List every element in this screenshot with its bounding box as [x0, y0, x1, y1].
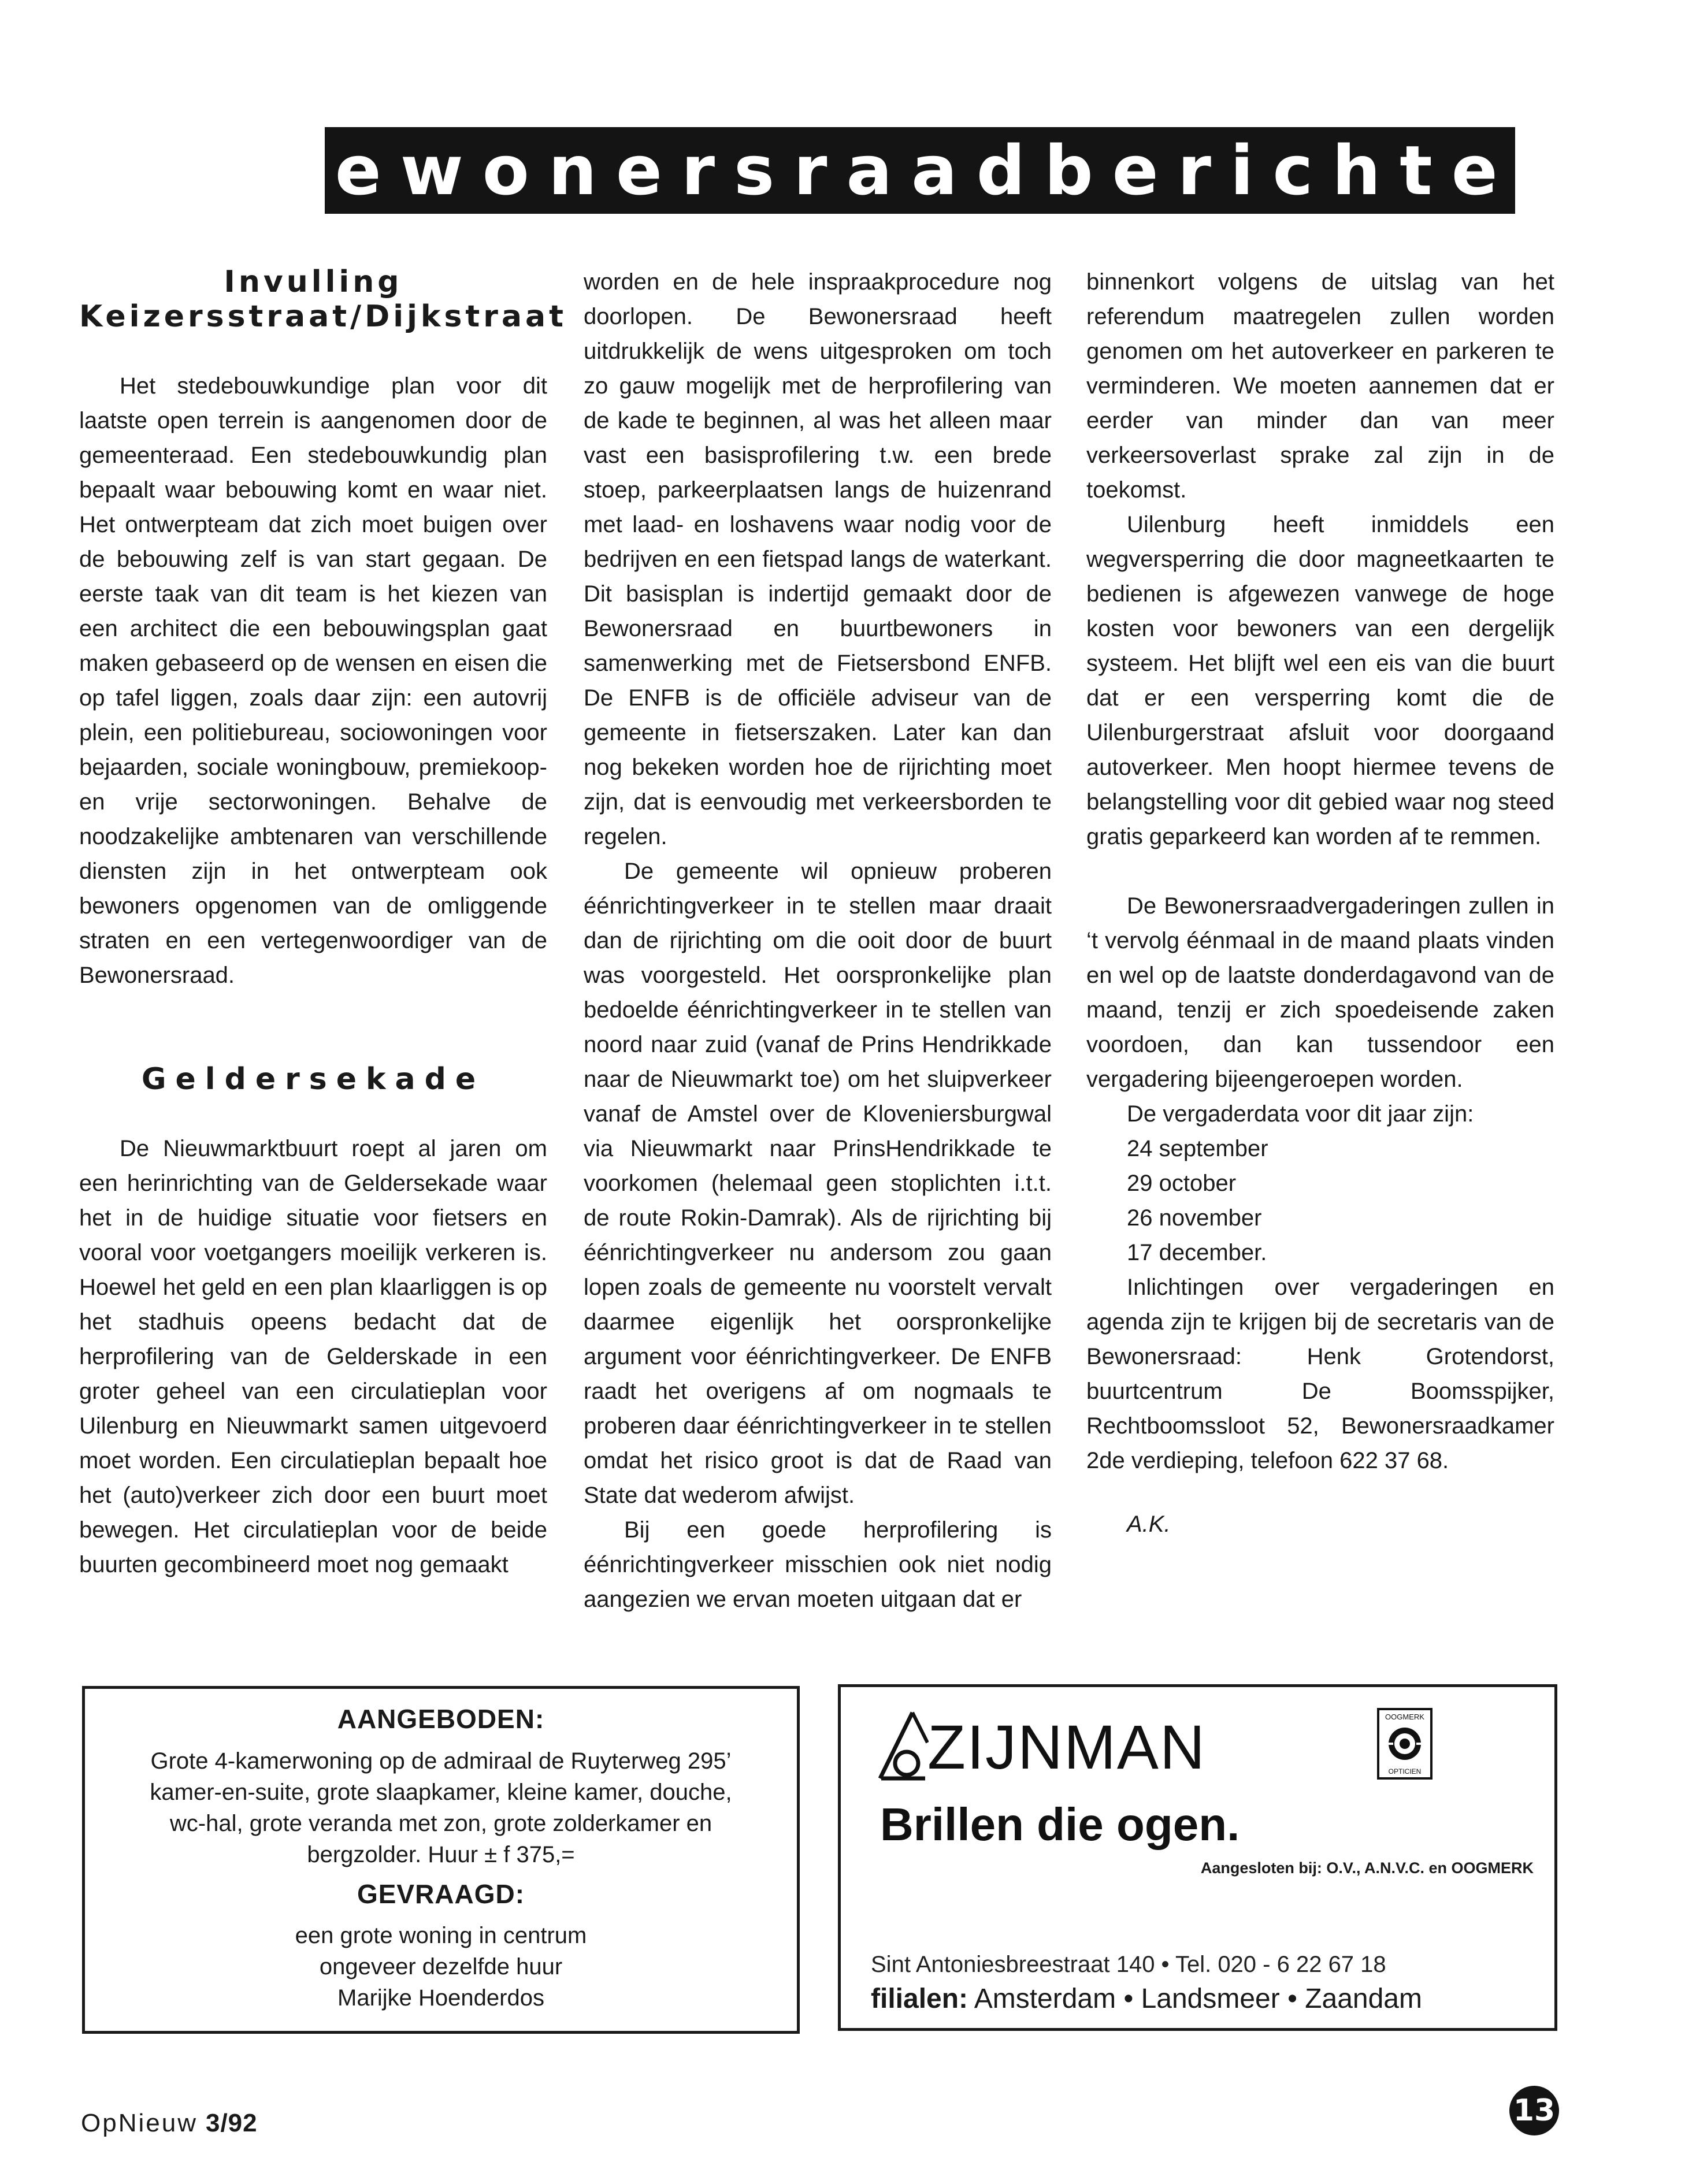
paragraph: De Nieuwmarktbuurt roept al jaren om een herinrichting van de Geldersekade waar het in de huidige situatie voor fietsers en vooral voor voetgangers moeilijk verkeren is. Hoewel het geld en een plan klaarliggen is op het stadhuis opeens bedacht dat de herprofilering van de Gelderskade in een groter geheel van een circulatieplan voor Uilenburg en Nieuwmarkt samen uitgevoerd moet worden. Een circulatieplan bepaalt hoe het (auto)verkeer zich door een buurt moet bewegen. Het circulatieplan voor de beide buurten gecombineerd moet nog gemaakt [79, 1136, 547, 1577]
wanted-heading: GEVRAAGD: [357, 1879, 525, 1909]
author-signature: A.K. [1127, 1511, 1171, 1537]
paragraph: Uilenburg heeft inmiddels een wegversperring die door magneetkaarten te bedienen is afgewezen vanwege de hoge kosten voor bewoners van een dergelijk systeem. Het blijft wel een eis van die buurt dat er een versperring komt die de Uilenburgerstraat afsluit voor doorgaand autoverkeer. Men hoopt hiermee tevens de belangstelling voor dit gebied waar nog steed gratis geparkeerd kan worden af te remmen. [1086, 512, 1554, 849]
wanted-line: Marijke Hoenderdos [337, 1985, 544, 2011]
offered-line: bergzolder. Huur ± f 375,= [307, 1842, 575, 1867]
wanted-text [85, 1920, 797, 2014]
offered-heading: AANGEBODEN: [337, 1704, 545, 1734]
meeting-date: 17 december. [1127, 1240, 1267, 1265]
heading-line-2: Keizersstraat/Dijkstraat [79, 299, 567, 334]
meeting-date: 26 november [1127, 1205, 1262, 1231]
optician-ad-box [838, 1684, 1557, 2031]
page-footer [81, 2109, 258, 2138]
paragraph: De Bewonersraadvergaderingen zullen in ‘t vervolg éénmaal in de maand plaats vinden en wel op de laatste donderdagavond van de maand, tenzij er zich spoedeisende zaken voordoen, dan kan tussendoor een vergadering bijeengeroepen worden. [1086, 893, 1554, 1092]
magazine-name: OpNieuw [81, 2109, 198, 2137]
heading-line-1: Invulling [224, 265, 403, 299]
offered-line: kamer-en-suite, grote slaapkamer, kleine kamer, douche, [150, 1780, 732, 1805]
masthead-banner [267, 127, 1584, 214]
optician-brand-name: ZIJNMAN [927, 1712, 1206, 1782]
wanted-line: een grote woning in centrum [295, 1923, 587, 1948]
article-column-3 [1086, 265, 1554, 1542]
paragraph: Het stedebouwkundige plan voor dit laatste open terrein is aangenomen door de gemeenteraad. Een stedebouwkundig plan bepaalt waar bebouwing komt en waar niet. Het ontwerpteam dat zich moet buigen over de bebouwing zelf is van start gegaan. De eerste taak van dit team is het kiezen van een architect die een bebouwingsplan gaat maken gebaseerd op de wensen en eisen die op tafel liggen, zoals daar zijn: een autovrij plein, een politiebureau, sociowoningen voor bejaarden, sociale woningbouw, premiekoop- en vrije sectorwoningen. Behalve de noodzakelijke ambtenaren van verschillende diensten zijn in het ontwerpteam ook bewoners opgenomen van de omliggende straten en een vertegenwoordiger van de Bewonersraad. [79, 373, 547, 988]
optician-branches [871, 1983, 1422, 2015]
meeting-dates-list [1086, 1131, 1554, 1270]
oogmerk-badge-icon [1377, 1708, 1432, 1780]
badge-bottom-label: OPTICIEN [1388, 1767, 1422, 1776]
paragraph: Inlichtingen over vergaderingen en agenda zijn te krijgen bij de secretaris van de Bewonersraad: Henk Grotendorst, buurtcentrum De Boomsspijker, Rechtboomssloot 52, Bewonersraadkamer 2de verdieping, telefoon 622 37 68. [1086, 1275, 1554, 1473]
branches-list: Amsterdam • Landsmeer • Zaandam [974, 1984, 1422, 2014]
offered-text [85, 1745, 797, 1870]
article-heading-invulling [79, 265, 567, 334]
issue-number: 3/92 [205, 2109, 258, 2137]
meeting-date: 29 october [1127, 1171, 1237, 1196]
optician-affiliation: Aangesloten bij: O.V., A.N.V.C. en OOGMERK [1200, 1859, 1534, 1877]
article-heading-geldersekade: Geldersekade [141, 1062, 485, 1097]
paragraph: De gemeente wil opnieuw proberen éénrichtingverkeer in te stellen maar draait dan de rijrichting om die ooit door de buurt was voorgesteld. Het oorspronkelijke plan bedoelde éénrichtingverkeer in te stellen van noord naar zuid (vanaf de Prins Hendrikkade naar de Nieuwmarkt toe) om het sluipverkeer vanaf de Amstel over de Kloveniersburgwal via Nieuwmarkt naar PrinsHendrikkade te voorkomen (helemaal geen stoplichten i.t.t. de route Rokin-Damrak). Als de rijrichting bij éénrichtingverkeer nu andersom zou gaan lopen zoals de gemeente nu voorstelt vervalt daarmee eigenlijk het oorspronkelijke argument voor éénrichtingverkeer. De ENFB raadt het overigens af om nogmaals te proberen daar éénrichtingverkeer in te stellen omdat het risico groot is dat de Raad van State dat wederom afwijst. [584, 859, 1052, 1508]
paragraph: binnenkort volgens de uitslag van het referendum maatregelen zullen worden genomen om het autoverkeer en parkeren te verminderen. We moeten aannemen dat er eerder van minder dan van meer verkeersoverlast sprake zal zijn in de toekomst. [1086, 269, 1554, 503]
azijnman-a-logo-icon [877, 1708, 929, 1782]
branches-label: filialen: [871, 1984, 968, 2014]
optician-slogan: Brillen die ogen. [880, 1799, 1240, 1850]
classified-ad-box [82, 1686, 800, 2034]
offered-line: wc-hal, grote veranda met zon, grote zolderkamer en [169, 1811, 712, 1836]
page-number-badge: 13 [1509, 2086, 1559, 2135]
dates-intro: De vergaderdata voor dit jaar zijn: [1127, 1101, 1474, 1127]
article-column-2 [584, 265, 1052, 1617]
masthead-title: bewonersraadberichten [267, 131, 1584, 210]
article-column-1 [79, 265, 567, 1582]
optician-address: Sint Antoniesbreestraat 140 • Tel. 020 - 6 22 67 18 [871, 1952, 1386, 1977]
paragraph: Bij een goede herprofilering is éénrichtingverkeer misschien ook niet nodig aangezien we ervan moeten uitgaan dat er [584, 1517, 1052, 1612]
meeting-date: 24 september [1127, 1136, 1268, 1161]
paragraph: worden en de hele inspraakprocedure nog doorlopen. De Bewonersraad heeft uitdrukkelijk de wens uitgesproken om toch zo gauw mogelijk met de herprofilering van de kade te beginnen, al was het alleen maar vast een basisprofilering t.w. een brede stoep, parkeerplaatsen langs de huizenrand met laad- en loshavens waar nodig voor de bedrijven en een fietspad langs de waterkant. Dit basisplan is indertijd gemaakt door de Bewonersraad en buurtbewoners in samenwerking met de Fietsersbond ENFB. De ENFB is de officiële adviseur van de gemeente in fietserszaken. Later kan dan nog bekeken worden hoe de rijrichting moet zijn, dat is eenvoudig met verkeersborden te regelen. [584, 269, 1052, 849]
wanted-line: ongeveer dezelfde huur [319, 1954, 563, 1979]
badge-top-label: OOGMERK [1385, 1713, 1424, 1721]
offered-line: Grote 4-kamerwoning op de admiraal de Ruyterweg 295’ [150, 1748, 732, 1774]
